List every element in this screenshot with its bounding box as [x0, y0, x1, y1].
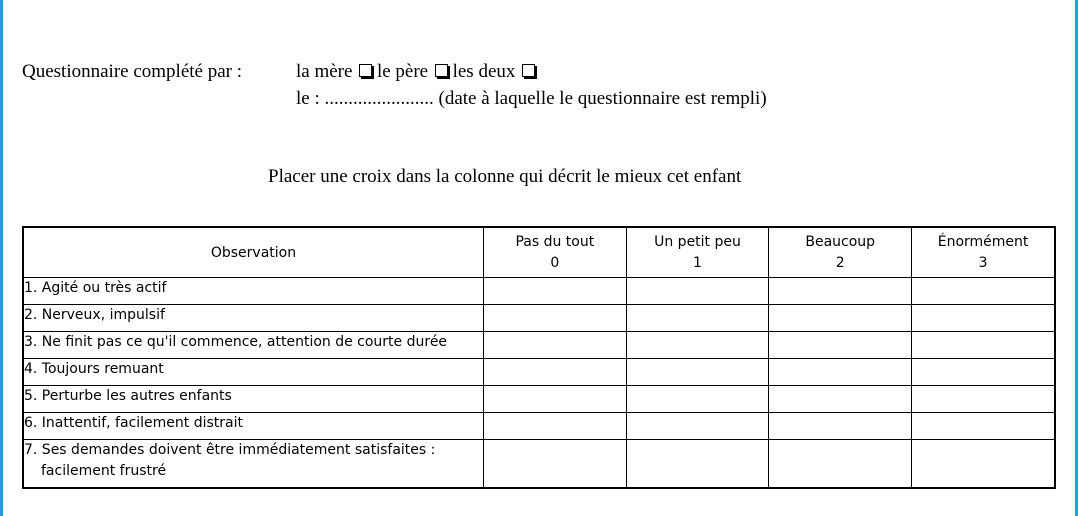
answer-cell[interactable] — [483, 305, 626, 332]
row-label: 1. Agité ou très actif — [23, 278, 483, 305]
answer-cell[interactable] — [912, 413, 1055, 440]
page-border-left — [0, 0, 3, 516]
column-label: Pas du tout — [515, 233, 595, 250]
column-header-a-lot — [769, 227, 912, 278]
table-row — [23, 359, 1055, 386]
observation-header: Observation — [23, 227, 483, 278]
instruction-text: Placer une croix dans la colonne qui décrit le mieux cet enfant — [268, 166, 742, 187]
option-mother-label: la mère — [296, 61, 353, 82]
column-score: 3 — [978, 254, 988, 271]
row-label: 3. Ne finit pas ce qu'il commence, attention de courte durée — [23, 332, 483, 359]
observation-table — [22, 226, 1056, 489]
answer-cell[interactable] — [626, 332, 769, 359]
row-label: 5. Perturbe les autres enfants — [23, 386, 483, 413]
answer-cell[interactable] — [912, 440, 1055, 489]
answer-cell[interactable] — [626, 386, 769, 413]
respondent-options — [296, 61, 535, 83]
date-hint: (date à laquelle le questionnaire est rempli) — [438, 88, 767, 109]
answer-cell[interactable] — [483, 278, 626, 305]
column-score: 0 — [550, 254, 560, 271]
date-field[interactable]: ....................... — [324, 88, 434, 109]
column-label: Un petit peu — [654, 233, 741, 250]
column-label: Énormément — [937, 233, 1029, 250]
column-score: 2 — [835, 254, 845, 271]
answer-cell[interactable] — [769, 413, 912, 440]
option-both-label: les deux — [452, 61, 516, 82]
answer-cell[interactable] — [769, 278, 912, 305]
column-header-not-at-all — [483, 227, 626, 278]
table-row — [23, 386, 1055, 413]
answer-cell[interactable] — [626, 359, 769, 386]
answer-cell[interactable] — [483, 359, 626, 386]
answer-cell[interactable] — [483, 332, 626, 359]
row-label-line1: 7. Ses demandes doivent être immédiatement satisfaites : — [24, 442, 436, 458]
answer-cell[interactable] — [483, 440, 626, 489]
answer-cell[interactable] — [483, 413, 626, 440]
date-label: le : — [296, 88, 320, 109]
column-header-a-little — [626, 227, 769, 278]
table-row — [23, 440, 1055, 489]
column-label: Beaucoup — [805, 233, 876, 250]
answer-cell[interactable] — [769, 305, 912, 332]
answer-cell[interactable] — [483, 386, 626, 413]
answer-cell[interactable] — [626, 278, 769, 305]
table-header-row — [23, 227, 1055, 278]
option-mother-checkbox[interactable] — [359, 64, 372, 77]
answer-cell[interactable] — [626, 305, 769, 332]
row-label-line2: facilement frustré — [41, 463, 167, 479]
answer-cell[interactable] — [912, 359, 1055, 386]
answer-cell[interactable] — [769, 359, 912, 386]
column-score: 1 — [693, 254, 702, 271]
date-line — [296, 88, 767, 110]
answer-cell[interactable] — [769, 440, 912, 489]
table-row — [23, 332, 1055, 359]
column-header-enormously — [912, 227, 1055, 278]
table-row — [23, 278, 1055, 305]
option-father-label: le père — [376, 61, 429, 82]
answer-cell[interactable] — [626, 440, 769, 489]
option-father-checkbox[interactable] — [435, 64, 448, 77]
answer-cell[interactable] — [912, 278, 1055, 305]
answer-cell[interactable] — [769, 332, 912, 359]
table-row — [23, 413, 1055, 440]
row-label: 2. Nerveux, impulsif — [23, 305, 483, 332]
answer-cell[interactable] — [912, 332, 1055, 359]
answer-cell[interactable] — [912, 305, 1055, 332]
answer-cell[interactable] — [912, 386, 1055, 413]
answer-cell[interactable] — [769, 386, 912, 413]
row-label: 4. Toujours remuant — [23, 359, 483, 386]
row-label: 6. Inattentif, facilement distrait — [23, 413, 483, 440]
option-both-checkbox[interactable] — [522, 64, 535, 77]
completed-by-label: Questionnaire complété par : — [22, 61, 243, 82]
answer-cell[interactable] — [626, 413, 769, 440]
table-row — [23, 305, 1055, 332]
row-label — [23, 440, 483, 489]
